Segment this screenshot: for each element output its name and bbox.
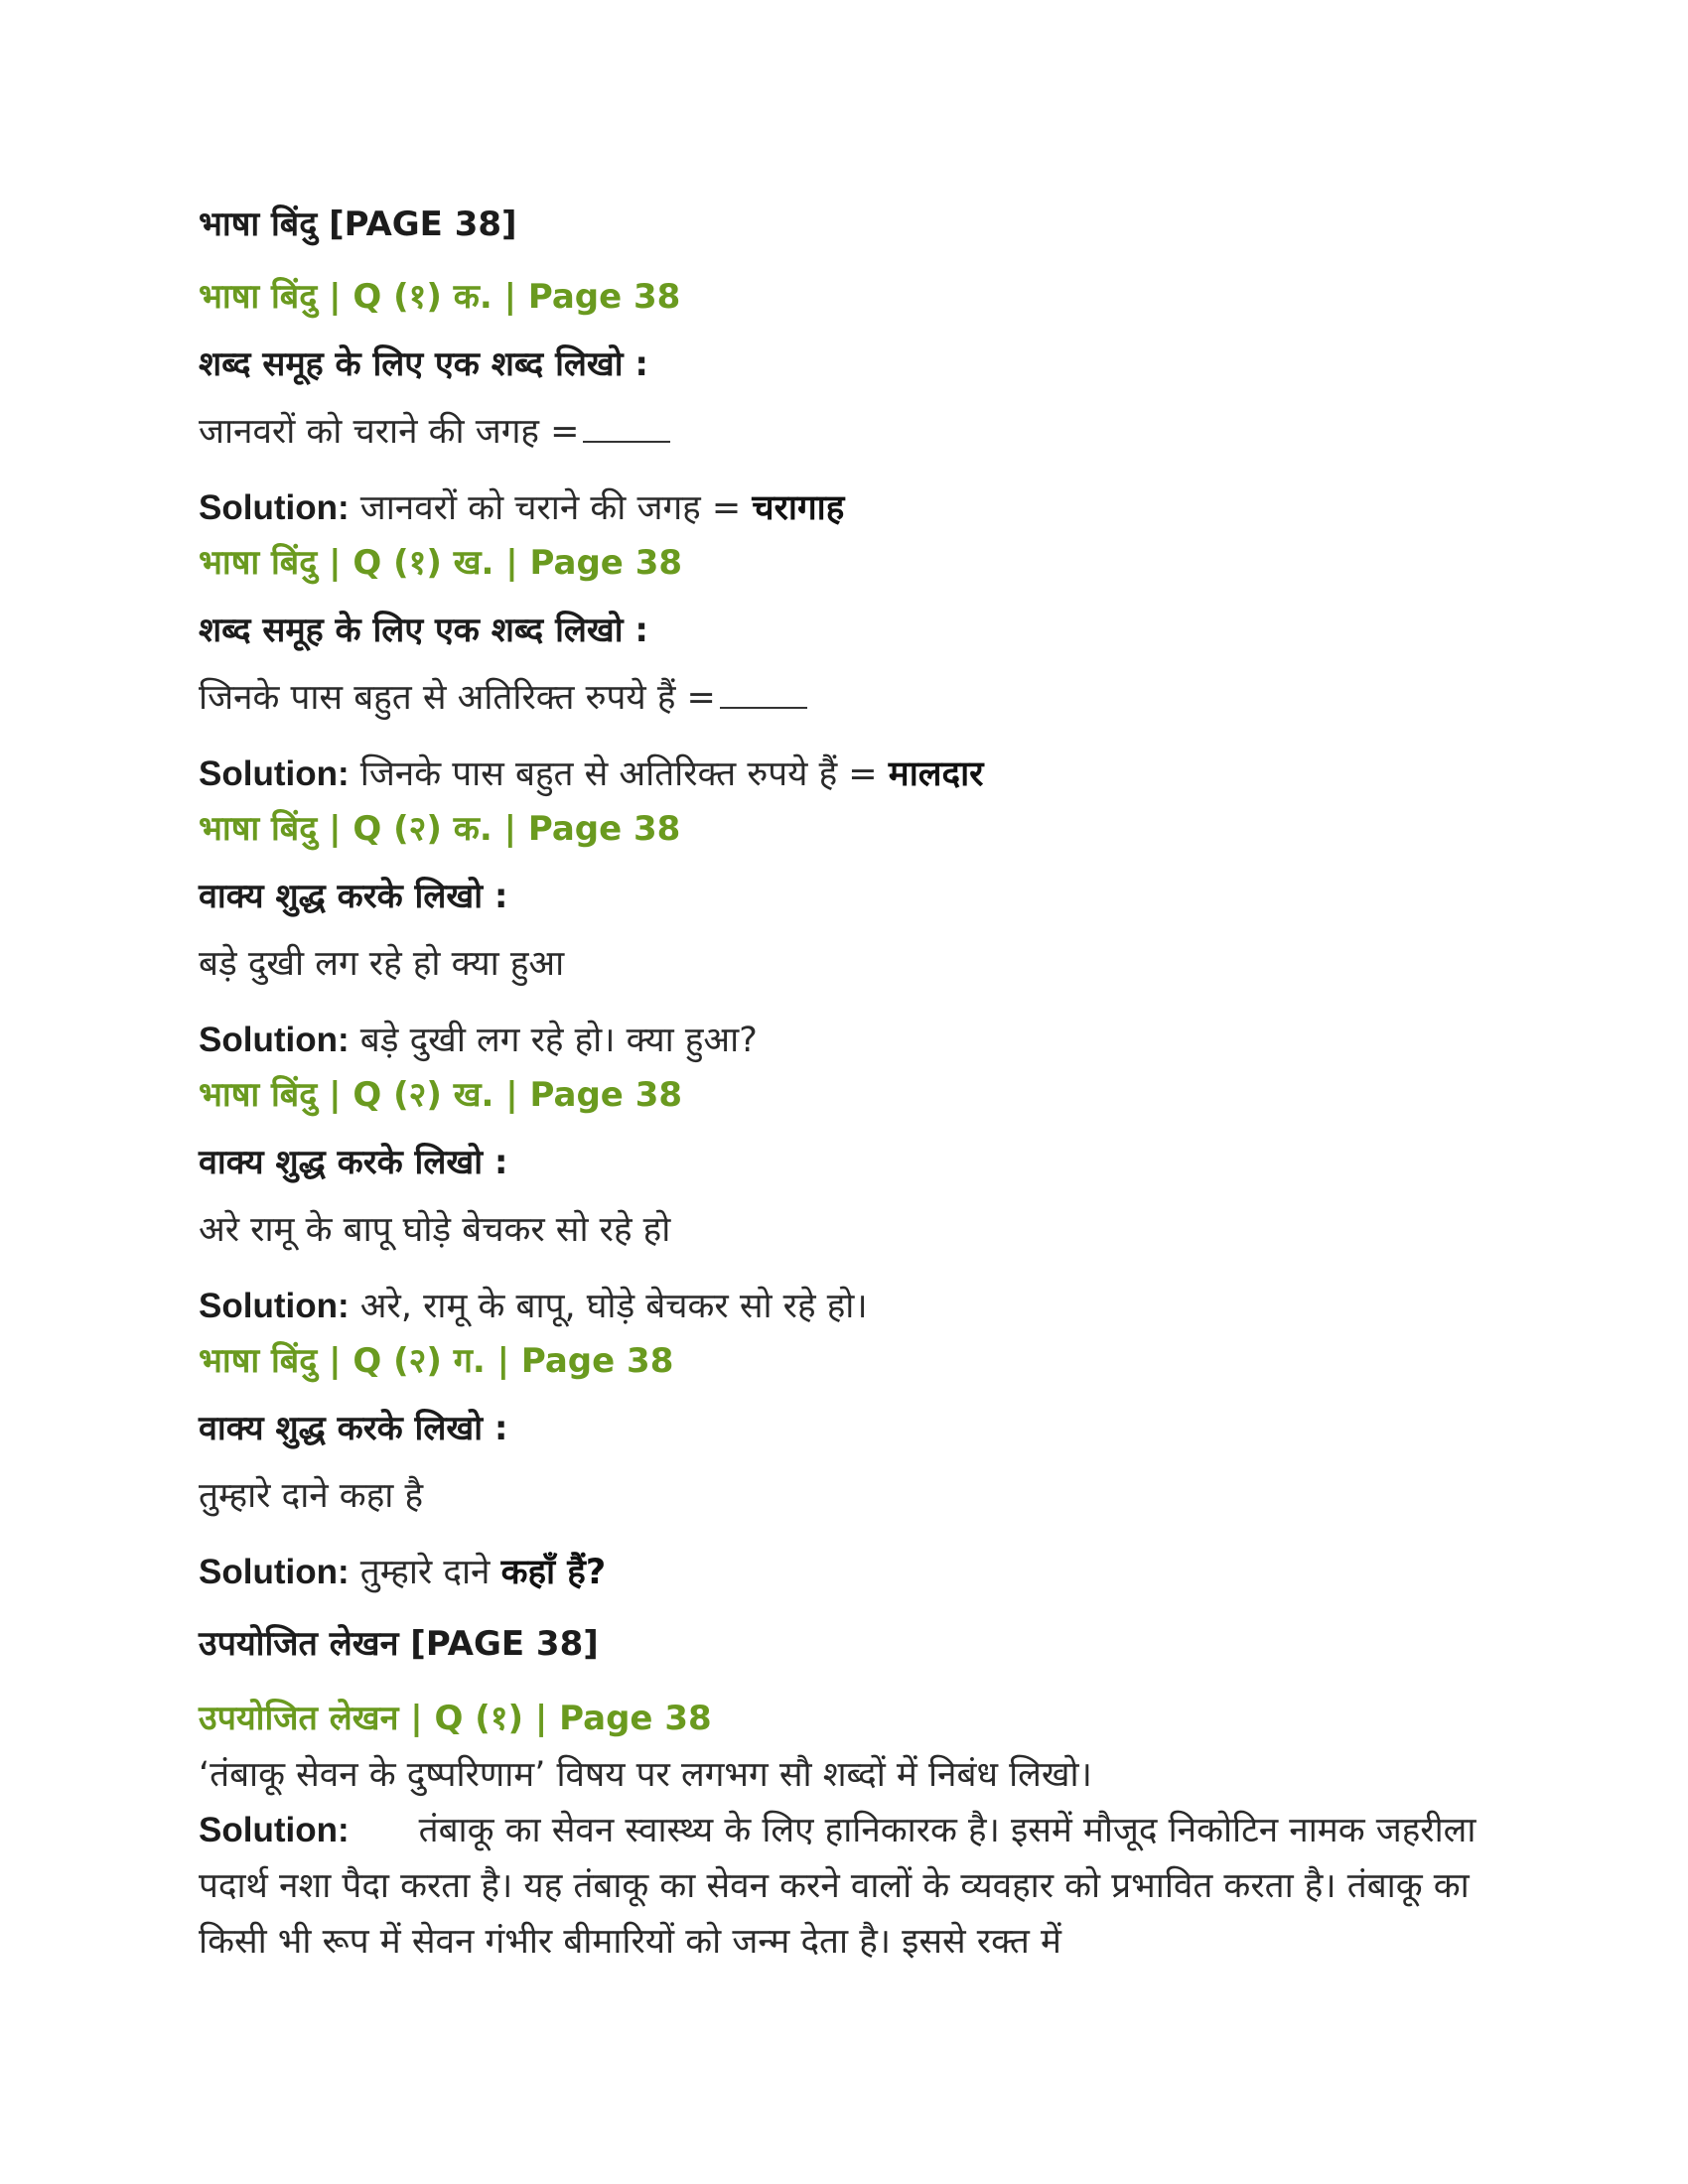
- solution-answer: मालदार: [888, 754, 984, 794]
- essay-prompt: ‘तंबाकू सेवन के दुष्परिणाम’ विषय पर लगभग सौ शब्दों में निबंध लिखो।: [199, 1755, 1092, 1795]
- answer-blank: [583, 411, 670, 443]
- solution-label: Solution:: [199, 1021, 350, 1059]
- solution-label: Solution:: [199, 754, 350, 793]
- solution: [199, 1547, 1489, 1614]
- solution-text: जिनके पास बहुत से अतिरिक्त रुपये हैं =: [359, 754, 878, 794]
- question-prompt: जानवरों को चराने की जगह =: [199, 412, 580, 452]
- solution-label: Solution:: [199, 488, 350, 527]
- question-prompt: जिनके पास बहुत से अतिरिक्त रुपये हैं =: [199, 678, 716, 718]
- question-instruction: शब्द समूह के लिए एक शब्द लिखो :: [199, 611, 648, 650]
- question-text: तुम्हारे दाने कहा है: [199, 1476, 424, 1516]
- answer-blank: [720, 677, 807, 709]
- solution-label: Solution:: [199, 1811, 350, 1849]
- question-heading: भाषा बिंदु | Q (२) ख. | Page 38: [199, 1075, 683, 1115]
- solution-text: अरे, रामू के बापू, घोड़े बेचकर सो रहे हो।: [359, 1287, 868, 1326]
- essay-heading: उपयोजित लेखन | Q (१) | Page 38: [199, 1699, 712, 1738]
- solution-answer: चरागाह: [752, 488, 845, 528]
- question-block: [199, 272, 1489, 538]
- solution: [199, 482, 1489, 538]
- solution-text: तुम्हारे दाने: [359, 1553, 491, 1592]
- question-text: [199, 407, 1489, 482]
- question-instruction: शब्द समूह के लिए एक शब्द लिखो :: [199, 344, 648, 384]
- section-title-upyojit-lekhan: उपयोजित लेखन [PAGE 38]: [199, 1624, 599, 1664]
- document-body: [199, 195, 1489, 1970]
- question-block: [199, 804, 1489, 1070]
- question-heading: भाषा बिंदु | Q (१) ख. | Page 38: [199, 543, 683, 583]
- question-text: अरे रामू के बापू घोड़े बेचकर सो रहे हो: [199, 1210, 671, 1250]
- solution: [199, 1281, 1489, 1336]
- solution-text: जानवरों को चराने की जगह =: [359, 488, 742, 528]
- essay-solution: [199, 1803, 1489, 1970]
- solution: [199, 1015, 1489, 1070]
- question-block: [199, 1336, 1489, 1614]
- question-heading: भाषा बिंदु | Q (२) क. | Page 38: [199, 809, 681, 849]
- question-heading: भाषा बिंदु | Q (२) ग. | Page 38: [199, 1341, 674, 1381]
- solution-answer: कहाँ हैं?: [500, 1553, 607, 1592]
- essay-solution-text: तंबाकू का सेवन स्वास्थ्य के लिए हानिकारक है। इसमें मौजूद निकोटिन नामक जहरीला पदार्थ नशा पैदा करता है। यह तंबाकू का सेवन करने वालों के व्यवहार को प्रभावित करता है। तंबाकू का किसी भी रूप में सेवन गंभीर बीमारियों को जन्म देता है। इससे रक्त में: [199, 1811, 1477, 1962]
- question-instruction: वाक्य शुद्ध करके लिखो :: [199, 1409, 508, 1448]
- section-title-bhasha-bindu: भाषा बिंदु [PAGE 38]: [199, 205, 517, 244]
- essay-block: [199, 1694, 1489, 1970]
- question-instruction: वाक्य शुद्ध करके लिखो :: [199, 1143, 508, 1182]
- question-text: [199, 673, 1489, 749]
- question-block: [199, 538, 1489, 804]
- question-block: [199, 1070, 1489, 1336]
- question-text: बड़े दुखी लग रहे हो क्या हुआ: [199, 944, 565, 984]
- solution-label: Solution:: [199, 1553, 350, 1591]
- solution-text: बड़े दुखी लग रहे हो। क्या हुआ?: [359, 1021, 758, 1060]
- question-heading: भाषा बिंदु | Q (१) क. | Page 38: [199, 277, 681, 317]
- solution: [199, 749, 1489, 804]
- question-instruction: वाक्य शुद्ध करके लिखो :: [199, 877, 508, 916]
- solution-label: Solution:: [199, 1287, 350, 1325]
